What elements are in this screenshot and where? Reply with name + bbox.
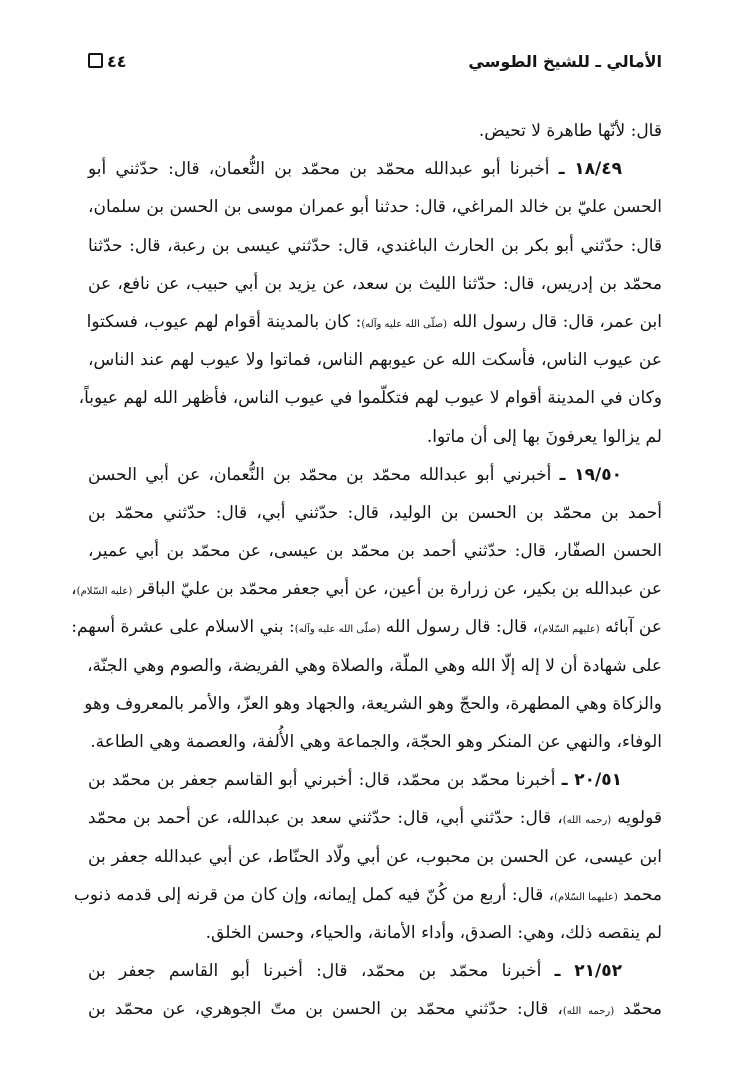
text-line [88, 647, 662, 685]
text-segment: ابن عيسى، عن الحسن بن محبوب، عن أبي ولّاد الحنّاط، عن أبي عبدالله جعفر بن [88, 846, 662, 867]
text-line [88, 418, 662, 456]
text-line [88, 799, 662, 837]
text-segment: أخبرنا محمّد بن محمّد، قال: أخبرنا أبو القاسم جعفر بن [88, 961, 555, 982]
text-line [88, 914, 662, 952]
text-line [88, 532, 662, 570]
text-segment: ، قال: قال رسول الله [380, 617, 539, 638]
honorific: (صلّى الله عليه وآله) [361, 318, 448, 330]
text-line [71, 608, 662, 646]
text-segment: أحمد بن محمّد بن الحسن بن الوليد، قال: حدّثني أبي، قال: حدّثني محمّد بن [88, 502, 662, 523]
text-line [88, 494, 662, 532]
text-segment: أخبرني أبو عبدالله محمّد بن محمّد بن النُّعمان، عن أبي الحسن [88, 464, 560, 485]
text-segment: محمّد [614, 999, 662, 1020]
honorific: (صلّى الله عليه وآله) [294, 624, 381, 636]
hadith-number: ٢٠/٥١ ـ [561, 770, 622, 791]
hadith-number: ٢١/٥٢ ـ [554, 961, 622, 982]
page-number: ٤٤ [107, 52, 127, 71]
text-segment: قال: لأنّها طاهرة لا تحيض. [478, 121, 662, 141]
page-number-block [88, 52, 127, 71]
hadith-number: ١٩/٥٠ ـ [559, 464, 622, 485]
text-line [88, 990, 662, 1028]
text-line [88, 188, 662, 226]
honorific: (رحمه الله) [562, 815, 612, 827]
text-line [88, 723, 662, 761]
text-segment: عن عيوب الناس، فأسكت الله عن عيوبهم الناس، فماتوا ولا عيوب لهم عند الناس، [88, 350, 662, 371]
book-title: الأمالي ـ للشيخ الطوسي [468, 52, 662, 71]
text-segment: ، قال: أربع من كُنّ فيه كمل إيمانه، وإن كان من قرنه إلى قدمه ذنوب [73, 884, 555, 905]
square-ornament-icon [88, 53, 103, 68]
honorific: (رحمه الله) [562, 1006, 615, 1018]
text-line [88, 303, 662, 341]
text-segment: ، [71, 579, 77, 600]
text-segment: والزكاة وهي المطهرة، والحجّ وهو الشريعة، والجهاد وهو العزّ، والأمر بالمعروف وهو [84, 693, 662, 714]
text-segment: ابن عمر، قال: قال رسول الله [447, 311, 662, 332]
text-line [88, 952, 662, 990]
text-line [88, 761, 662, 799]
text-line [84, 685, 662, 723]
text-line [88, 341, 662, 379]
honorific: (عليهم السّلام) [538, 624, 600, 636]
text-line [88, 150, 662, 188]
text-segment: الحسن الصفّار، قال: حدّثني أحمد بن محمّد بن عيسى، عن محمّد بن أبي عمير، [88, 541, 662, 562]
text-segment: أخبرنا أبو عبدالله محمّد بن محمّد بن النُّعمان، قال: حدّثني أبو [88, 159, 559, 180]
text-line [88, 838, 662, 876]
text-segment: عن عبدالله بن بكير، عن زرارة بن أعين، عن أبي جعفر محمّد بن عليّ الباقر [132, 579, 662, 600]
text-segment: محمد [617, 884, 662, 905]
text-line [88, 265, 662, 303]
text-line [78, 379, 662, 417]
honorific: (عليهما السّلام) [554, 891, 618, 903]
text-line [88, 227, 662, 265]
text-segment: لم ينقصه ذلك، وهي: الصدق، وأداء الأمانة، والحياء، وحسن الخلق. [205, 922, 662, 943]
text-segment: لم يزالوا يعرفونَ بها إلى أن ماتوا. [426, 426, 662, 447]
text-segment: قال: حدّثني أبو بكر بن الحارث الباغندي، قال: حدّثني عيسى بن رعبة، قال: حدّثنا [88, 235, 662, 256]
text-segment: وكان في المدينة أقوام لا عيوب لهم فتكلّموا في عيوب الناس، فأظهر الله لهم عيوباً، [78, 388, 662, 409]
text-segment: قولويه [611, 808, 662, 829]
text-segment: : بني الاسلام على عشرة أسهم: [71, 617, 295, 638]
page-body [71, 112, 662, 1029]
running-header [88, 52, 662, 82]
text-segment: ، قال: حدّثني محمّد بن الحسن بن متّ الجوهري، عن محمّد بن [88, 999, 563, 1020]
text-line [73, 876, 662, 914]
hadith-number: ١٨/٤٩ ـ [558, 159, 622, 180]
text-segment: محمّد بن إدريس، قال: حدّثنا الليث بن سعد، عن يزيد بن أبي حبيب، عن نافع، عن [88, 273, 662, 294]
text-segment: على شهادة أن لا إله إلّا الله وهي الملّة، والصلاة وهي الفريضة، والصوم وهي الجنّة، [87, 655, 662, 676]
text-segment: ، قال: حدّثني أبي، قال: حدّثني سعد بن عبدالله، عن أحمد بن محمّد [88, 808, 563, 829]
text-segment: الحسن عليّ بن خالد المراغي، قال: حدثنا أبو عمران موسى بن الحسن بن سلمان، [88, 197, 662, 218]
text-segment: : كان بالمدينة أقوام لهم عيوب، فسكتوا [86, 311, 362, 332]
text-line [88, 112, 662, 150]
honorific: (عليه السّلام) [76, 586, 133, 598]
text-segment: أخبرنا محمّد بن محمّد، قال: أخبرني أبو القاسم جعفر بن محمّد بن [88, 770, 562, 791]
text-line [88, 456, 662, 494]
text-line [71, 570, 662, 608]
text-segment: عن آبائه [599, 617, 662, 638]
text-segment: الوفاء، والنهي عن المنكر وهو الحجّة، والجماعة وهي الأُلفة، والعصمة وهي الطاعة. [90, 732, 662, 752]
